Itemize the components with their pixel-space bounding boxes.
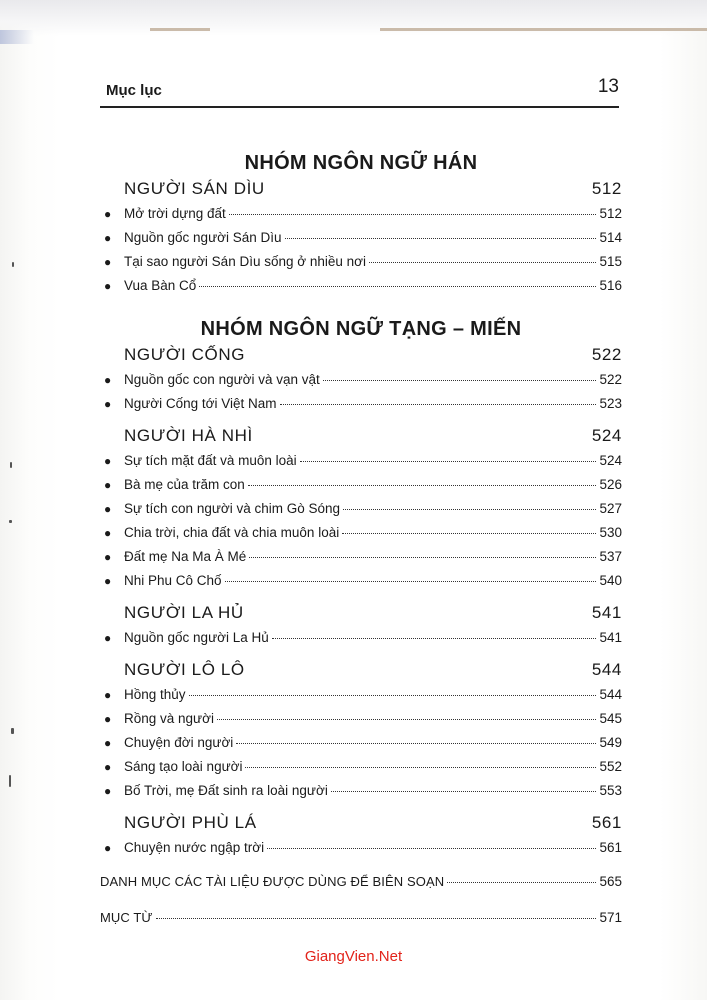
entry-title: Chuyện nước ngập trời [124,840,265,855]
toc-entry-index[interactable] [100,906,622,930]
toc-entry[interactable] [100,626,622,650]
dot-leader [331,791,597,792]
section-title-han: NHÓM NGÔN NGỮ HÁN [244,152,478,174]
entry-page: 565 [599,874,622,889]
dot-leader [236,743,596,744]
entry-page: 515 [599,254,622,269]
group-phu-la[interactable] [100,810,622,836]
bullet-icon: ● [104,526,112,540]
entry-title: Sự tích con người và chim Gò Sóng [124,501,341,516]
toc-entry[interactable] [100,368,622,392]
group-la-hu[interactable] [100,600,622,626]
entry-title: Chuyện đời người [124,735,234,750]
entry-title: Sự tích mặt đất và muôn loài [124,453,297,468]
entry-page: 516 [599,278,622,293]
entry-page: 530 [599,525,622,540]
dot-leader [267,848,596,849]
bullet-icon: ● [104,478,112,492]
entry-title: DANH MỤC CÁC TÀI LIỆU ĐƯỢC DÙNG ĐỂ BIÊN SOẠN [100,874,445,889]
dot-leader [249,557,596,558]
entry-page: 537 [599,549,622,564]
scan-speck [9,775,11,787]
toc-entry[interactable] [100,202,622,226]
dot-leader [272,638,597,639]
group-name: NGƯỜI LÔ LÔ [124,660,245,679]
group-page: 561 [591,813,622,832]
group-page: 541 [591,603,622,622]
toc-entry[interactable] [100,226,622,250]
group-name: NGƯỜI SÁN DÌU [124,179,265,198]
entry-page: 553 [599,783,622,798]
entry-title: Vua Bàn Cổ [124,278,197,293]
page-top-edge [0,0,707,36]
dot-leader [447,882,596,883]
group-ha-nhi[interactable] [100,423,622,449]
watermark: GiangVien.Net [304,948,403,965]
entry-title: MỤC TỪ [100,910,153,925]
entry-title: Sáng tạo loài người [124,759,243,774]
toc-entry[interactable] [100,836,622,860]
bullet-icon: ● [104,550,112,564]
group-page: 522 [591,345,622,364]
entry-title: Nguồn gốc người La Hủ [124,630,269,645]
scan-speck [11,728,14,734]
group-name: NGƯỜI PHÙ LÁ [124,813,257,832]
toc-entry[interactable] [100,521,622,545]
entry-page: 523 [599,396,622,411]
bullet-icon: ● [104,631,112,645]
edge-tint [0,30,34,44]
table-of-contents [100,150,622,930]
bullet-icon: ● [104,784,112,798]
group-page: 524 [591,426,622,445]
group-page: 544 [591,660,622,679]
bullet-icon: ● [104,397,112,411]
entry-title: Bà mẹ của trăm con [124,477,245,492]
entry-page: 571 [599,910,622,925]
group-cong[interactable] [100,342,622,368]
toc-entry[interactable] [100,449,622,473]
toc-entry[interactable] [100,473,622,497]
entry-page: 544 [599,687,622,702]
group-san-diu[interactable] [100,176,622,202]
entry-title: Tại sao người Sán Dìu sống ở nhiều nơi [124,254,366,269]
dot-leader [280,404,597,405]
group-name: NGƯỜI LA HỦ [124,603,244,622]
entry-page: 541 [599,630,622,645]
scan-speck [12,262,14,267]
toc-entry[interactable] [100,707,622,731]
entry-title: Đất mẹ Na Ma À Mé [124,549,247,564]
dot-leader [199,286,596,287]
header-title: Mục lục [106,82,162,99]
entry-title: Mở trời dựng đất [124,206,226,221]
bullet-icon: ● [104,760,112,774]
entry-title: Nguồn gốc người Sán Dìu [124,230,282,245]
entry-title: Người Cống tới Việt Nam [124,396,277,411]
running-header [100,76,619,108]
entry-title: Chia trời, chia đất và chia muôn loài [124,525,340,540]
bullet-icon: ● [104,231,112,245]
entry-page: 526 [599,477,622,492]
bullet-icon: ● [104,454,112,468]
scan-speck [9,520,12,523]
dot-leader [300,461,597,462]
toc-entry[interactable] [100,731,622,755]
toc-entry-references[interactable] [100,870,622,894]
group-name: NGƯỜI CỐNG [124,345,246,364]
edge-shadow [150,28,210,31]
entry-page: 527 [599,501,622,516]
dot-leader [245,767,596,768]
dot-leader [189,695,597,696]
toc-entry[interactable] [100,274,622,298]
bullet-icon: ● [104,502,112,516]
edge-shadow [380,28,707,31]
group-lo-lo[interactable] [100,657,622,683]
dot-leader [323,380,597,381]
scan-speck [10,462,12,468]
entry-page: 540 [599,573,622,588]
entry-title: Nhi Phu Cô Chố [124,573,222,588]
group-page: 512 [591,179,622,198]
toc-entry[interactable] [100,755,622,779]
bullet-icon: ● [104,255,112,269]
toc-entry[interactable] [100,683,622,707]
entry-title: Rồng và người [124,711,214,726]
entry-page: 524 [599,453,622,468]
toc-entry[interactable] [100,569,622,593]
dot-leader [248,485,597,486]
entry-page: 514 [599,230,622,245]
dot-leader [217,719,597,720]
page-number: 13 [597,76,619,97]
entry-title: Hồng thủy [124,687,186,702]
entry-page: 522 [599,372,622,387]
bullet-icon: ● [104,207,112,221]
dot-leader [343,509,596,510]
dot-leader [285,238,597,239]
toc-entry[interactable] [100,392,622,416]
dot-leader [156,918,597,919]
dot-leader [229,214,597,215]
entry-page: 512 [599,206,622,221]
entry-page: 545 [599,711,622,726]
bullet-icon: ● [104,688,112,702]
entry-page: 552 [599,759,622,774]
entry-page: 549 [599,735,622,750]
bullet-icon: ● [104,712,112,726]
bullet-icon: ● [104,279,112,293]
toc-entry[interactable] [100,545,622,569]
bullet-icon: ● [104,736,112,750]
bullet-icon: ● [104,841,112,855]
group-name: NGƯỜI HÀ NHÌ [124,426,253,445]
bullet-icon: ● [104,574,112,588]
entry-title: Nguồn gốc con người và vạn vật [124,372,320,387]
dot-leader [225,581,597,582]
section-title-tang-mien: NHÓM NGÔN NGỮ TẠNG – MIẾN [200,318,522,340]
toc-entry[interactable] [100,497,622,521]
entry-title: Bố Trời, mẹ Đất sinh ra loài người [124,783,328,798]
toc-entry[interactable] [100,779,622,803]
entry-page: 561 [599,840,622,855]
dot-leader [342,533,596,534]
toc-entry[interactable] [100,250,622,274]
dot-leader [369,262,596,263]
bullet-icon: ● [104,373,112,387]
